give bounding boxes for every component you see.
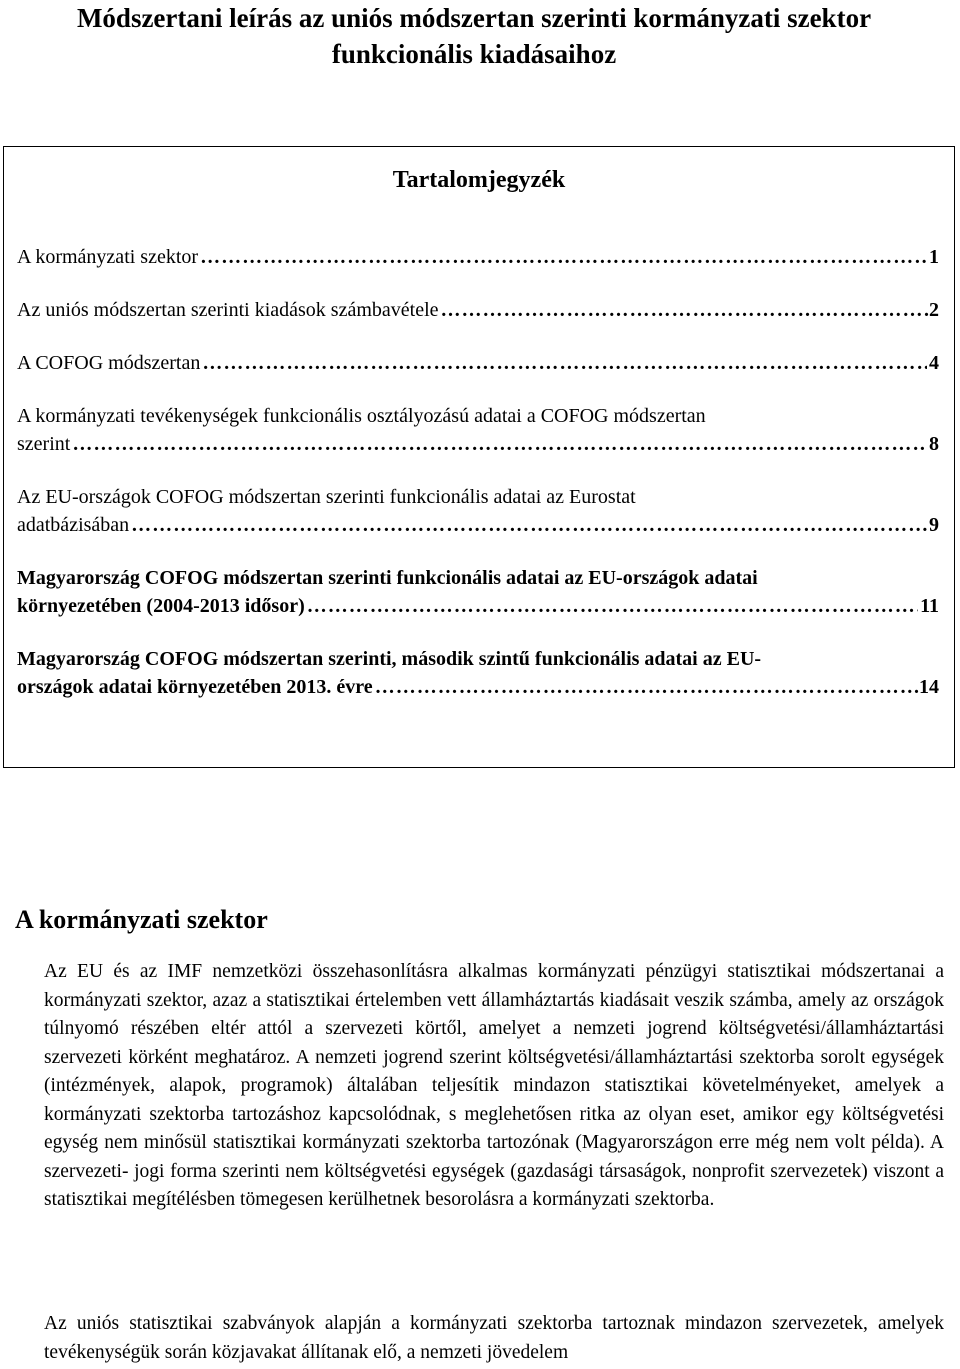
body-paragraph: Az EU és az IMF nemzetközi összehasonlításra alkalmas kormányzati pénzügyi statisztikai módszertanai a kormányzati szektor, azaz a statisztikai értelemben vett államháztartás kiadásait veszik számba, amely az országok túlnyomó részében eltér attól a szervezeti körtől, amelyet a nemzeti jogrend költségvetési/államháztartási szervezeti körként meghatároz. A nemzeti jogrend szerint költségvetési/államháztartási szektorba sorolt egységek (intézmények, alapok, programok) általában teljesítik mindazon statisztikai követelményeket, amelyek a kormányzati szektorba tartozáshoz kapcsolódnak, s meglehetősen ritka az olyan eset, amikor egy költségvetési egység nem minősül statisztikai kormányzati szektorba tartozónak (Magyarországon erre még nem volt példa). A szervezeti- jogi forma szerinti nem költségvetési egységek (gazdasági társaságok, nonprofit szervezetek) viszont a statisztikai megítélésben tömegesen kerülhetnek besorolásra a kormányzati szektorba. — [44, 961, 944, 1210]
toc-dot-leader — [307, 592, 918, 620]
toc-entry[interactable] — [17, 645, 939, 701]
toc-page-number: 8 — [929, 433, 939, 455]
toc-page-number: 11 — [920, 595, 939, 617]
toc-entry-title-continuation: szerint — [17, 433, 71, 455]
toc-dot-leader — [72, 430, 927, 458]
toc-list — [17, 243, 939, 726]
toc-entry-title: Az uniós módszertan szerinti kiadások számbavétele — [17, 299, 439, 321]
toc-entry-title-line: Magyarország COFOG módszertan szerinti funkcionális adatai az EU-országok adatai — [17, 567, 758, 589]
toc-entry-title-line: Az EU-országok COFOG módszertan szerinti funkcionális adatai az Eurostat — [17, 486, 636, 508]
toc-entry-title-line: A kormányzati tevékenységek funkcionális osztályozású adatai a COFOG módszertan — [17, 405, 706, 427]
toc-entry[interactable] — [17, 564, 939, 620]
toc-dot-leader — [441, 296, 922, 324]
toc-heading: Tartalomjegyzék — [392, 167, 566, 193]
toc-entry-title: A kormányzati szektor — [17, 246, 199, 268]
toc-entry[interactable] — [17, 243, 939, 271]
body-paragraph: Az uniós statisztikai szabványok alapján a kormányzati szektorba tartoznak mindazon szervezetek, amelyek tevékenységük során közjavakat állítanak elő, a nemzeti jövedelem — [44, 1313, 944, 1363]
toc-entry[interactable] — [17, 483, 939, 539]
toc-entry[interactable] — [17, 349, 939, 377]
toc-page-number: 4 — [929, 352, 939, 374]
toc-entry-title-continuation: országok adatai környezetében 2013. évre — [17, 676, 373, 698]
toc-entry-title: A COFOG módszertan — [17, 352, 201, 374]
toc-entry-title-line: Magyarország COFOG módszertan szerinti, második szintű funkcionális adatai az EU- — [17, 648, 762, 670]
toc-page-number: 9 — [929, 514, 939, 536]
toc-page-number: 1 — [929, 246, 939, 268]
toc-dot-leader — [131, 511, 927, 539]
toc-entry-title-continuation: környezetében (2004-2013 idősor) — [17, 595, 305, 617]
toc-dot-leader — [202, 349, 927, 377]
toc-entry[interactable] — [17, 296, 939, 324]
toc-page-number: .14 — [914, 676, 939, 698]
toc-dot-leader — [200, 243, 927, 271]
toc-entry-title-continuation: adatbázisában — [17, 514, 130, 536]
toc-entry[interactable] — [17, 402, 939, 458]
toc-dot-leader — [375, 673, 912, 701]
section-heading: A kormányzati szektor — [15, 905, 268, 934]
toc-page-number: .2 — [924, 299, 939, 321]
document-title: Módszertani leírás az uniós módszertan szerinti kormányzati szektor funkcionális kiadásaihoz — [76, 3, 872, 69]
table-of-contents — [3, 146, 955, 768]
